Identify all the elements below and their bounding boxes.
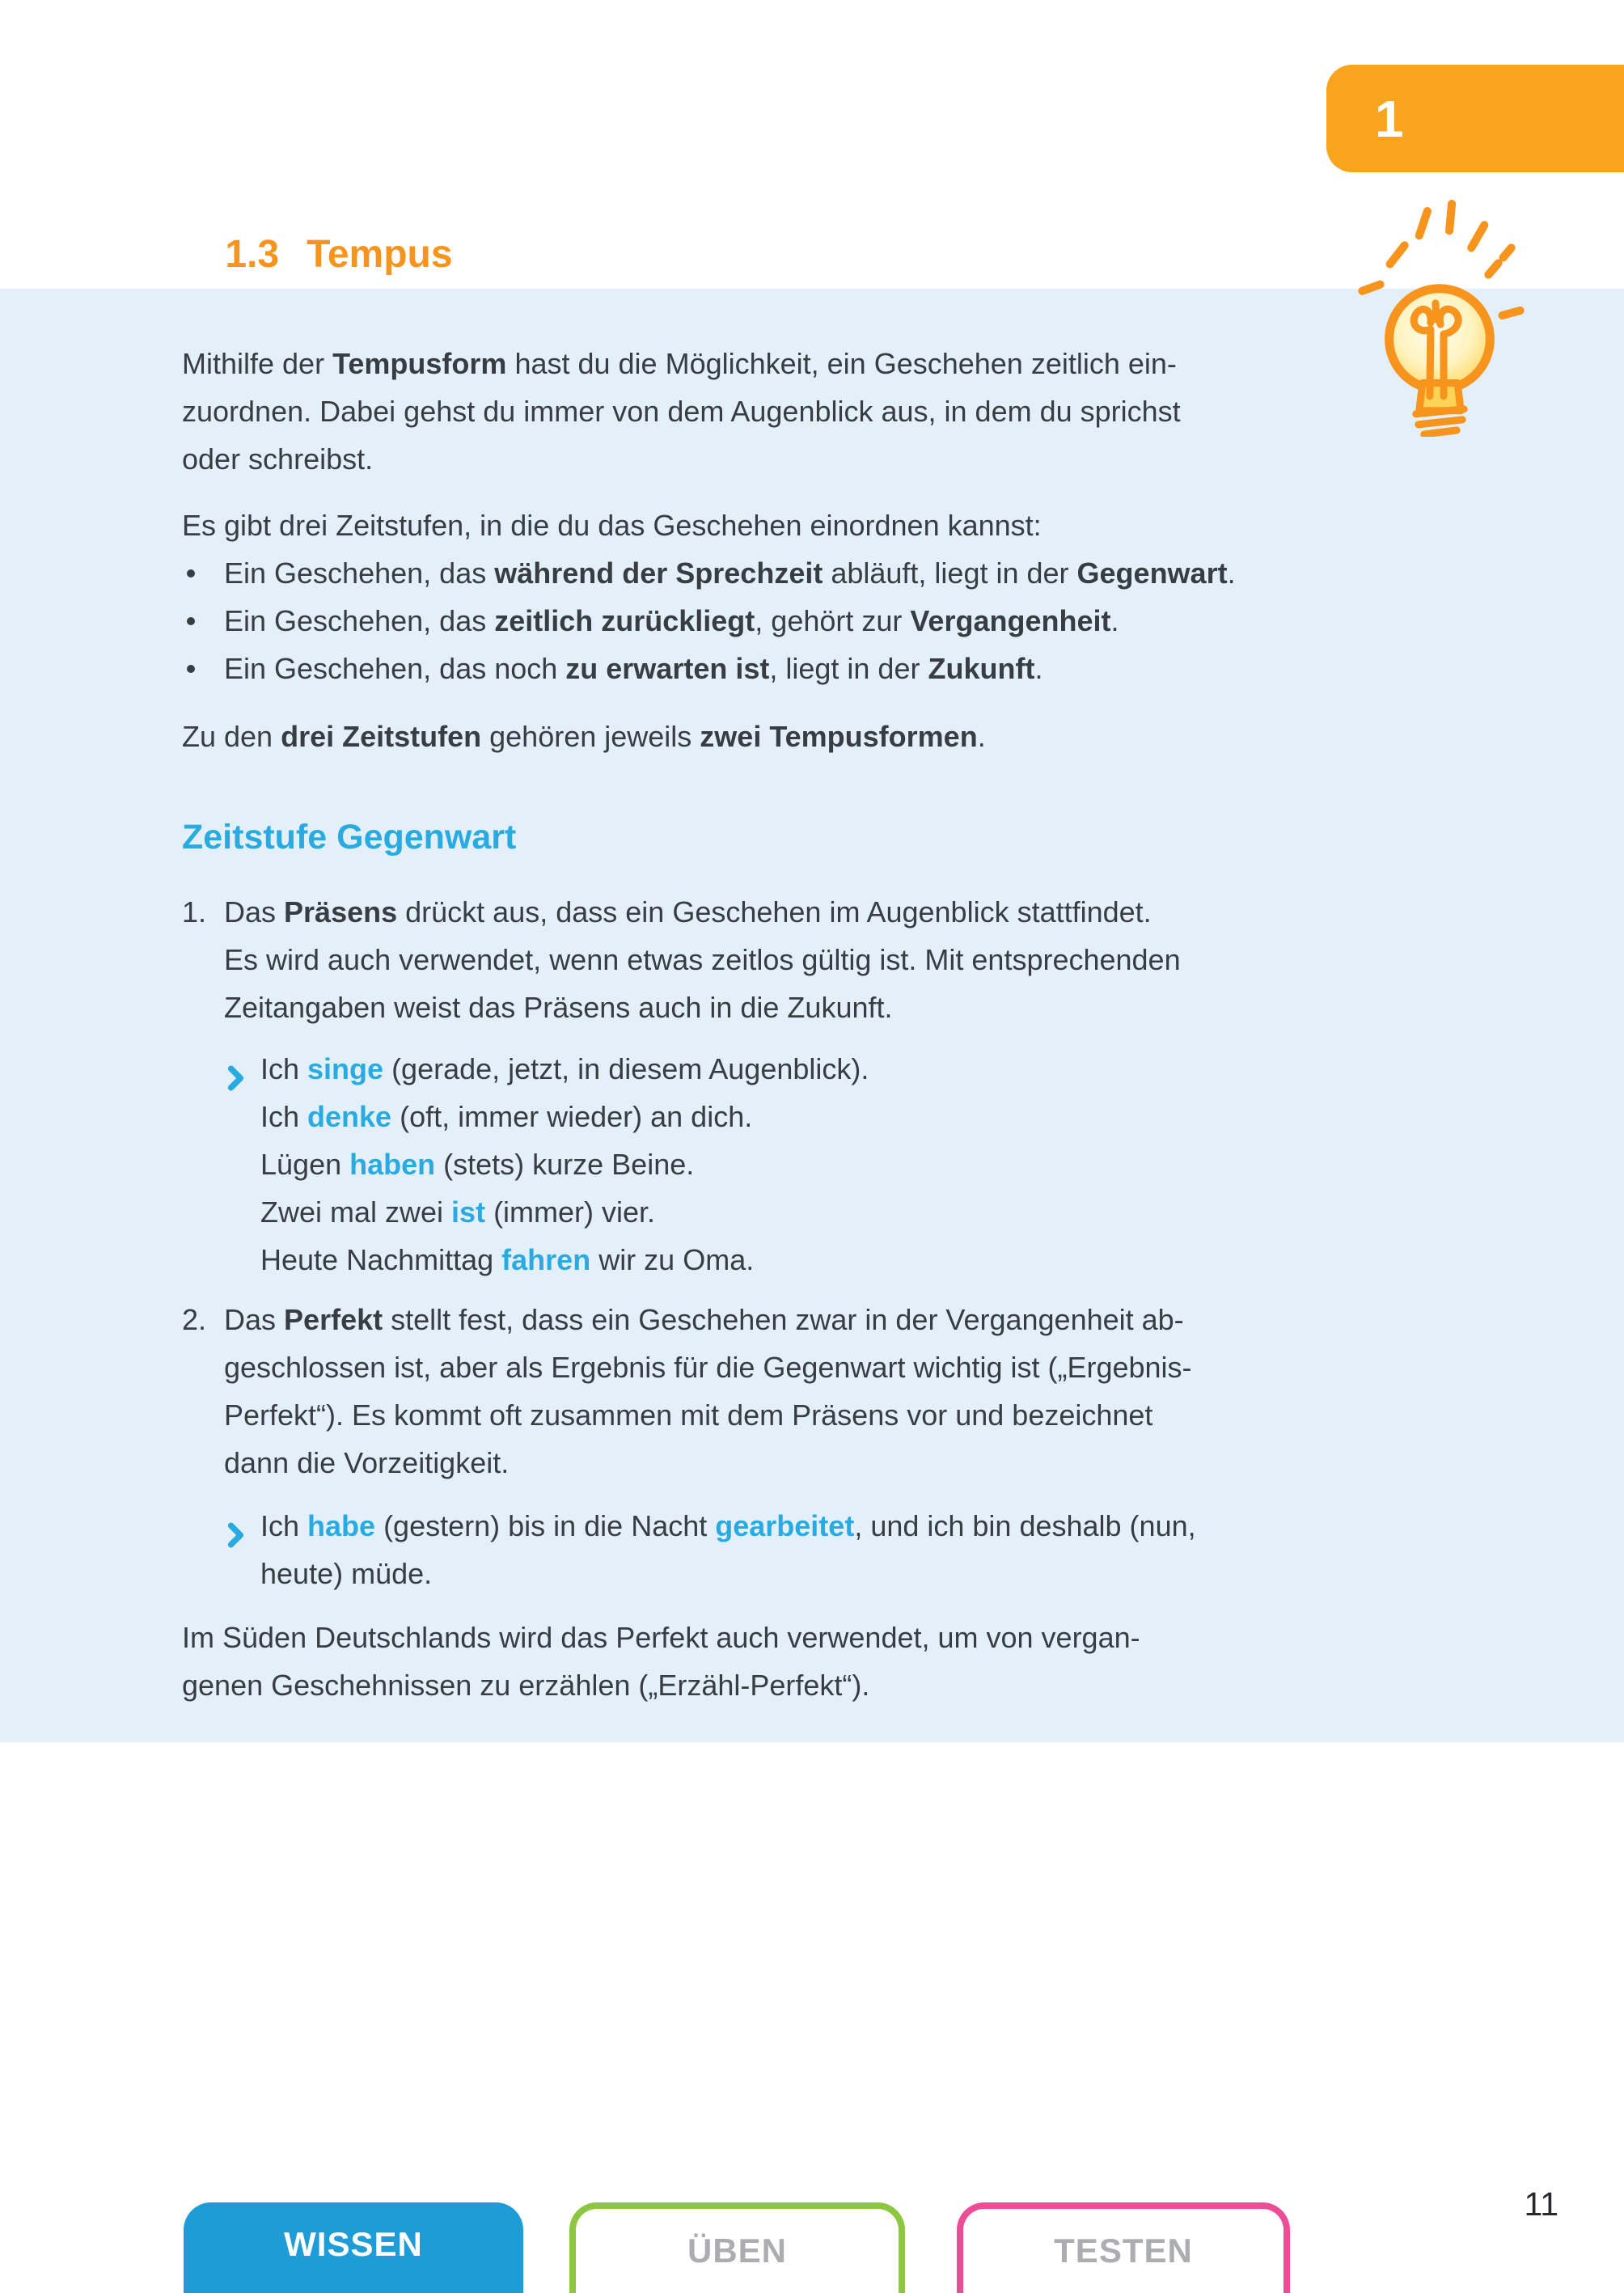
section-number: 1.3	[225, 233, 280, 276]
page-number: 11	[1524, 2185, 1558, 2223]
bullet-dot-icon	[187, 569, 195, 577]
zeitstufen-intro: Es gibt drei Zeitstufen, in die du das Geschehen einordnen kannst:	[182, 509, 1042, 542]
item-text: Das Perfekt stellt fest, dass ein Geschehen zwar in der Vergangenheit ab- geschlossen ist, aber als Ergebnis für die Gegenwart wichtig ist („Ergebnis- Perfekt“). Es kommt oft zusammen mit dem Präsens vor und bezeichnet dann die Vorzeitigkeit.	[224, 1303, 1192, 1479]
chevron-right-icon	[226, 1057, 246, 1105]
example-block-2	[182, 1502, 1444, 1597]
numbered-item-2	[182, 1296, 1444, 1487]
bullet-text: Ein Geschehen, das zeitlich zurückliegt, gehört zur Vergangenheit.	[224, 604, 1119, 637]
closing-paragraph: Im Süden Deutschlands wird das Perfekt auch verwendet, um von vergan- genen Geschehnissen zu erzählen („Erzähl-Perfekt“).	[182, 1621, 1140, 1702]
tab-testen[interactable]	[957, 2202, 1290, 2293]
zeitstufen-block	[182, 501, 1444, 692]
tab-ueben-label: ÜBEN	[687, 2232, 787, 2270]
intro-paragraph: Mithilfe der Tempusform hast du die Möglichkeit, ein Geschehen zeitlich ein- zuordnen. Dabei gehst du immer von dem Augenblick aus, in dem du sprichst oder schreibst.	[182, 347, 1181, 476]
numbered-item-1	[182, 888, 1444, 1031]
bullet-text: Ein Geschehen, das während der Sprechzeit abläuft, liegt in der Gegenwart.	[224, 556, 1236, 590]
example-text: Ich habe (gestern) bis in die Nacht gearbeitet, und ich bin deshalb (nun, heute) müde.	[260, 1509, 1196, 1590]
bullet-item	[182, 597, 1444, 645]
chevron-right-icon	[226, 1514, 246, 1562]
item-number: 2.	[182, 1303, 207, 1336]
bullet-item	[182, 549, 1444, 597]
tab-wissen-label: WISSEN	[284, 2225, 423, 2263]
item-text: Das Präsens drückt aus, dass ein Geschehen im Augenblick stattfindet. Es wird auch verwendet, wenn etwas zeitlos gültig ist. Mit entsprechenden Zeitangaben weist das Präsens auch in die Zukunft.	[224, 895, 1181, 1024]
zeitstufen-summary: Zu den drei Zeitstufen gehören jeweils zwei Tempusformen.	[182, 720, 986, 753]
tab-testen-label: TESTEN	[1054, 2232, 1193, 2270]
example-text: Ich singe (gerade, jetzt, in diesem Augenblick). Ich denke (oft, immer wieder) an dich. Lügen haben (stets) kurze Beine. Zwei mal zwei ist (immer) vier. Heute Nachmittag fahren wir zu Oma.	[260, 1052, 869, 1276]
section-title: Tempus	[307, 233, 453, 276]
item-number: 1.	[182, 895, 207, 929]
bullet-dot-icon	[187, 617, 195, 625]
main-content	[182, 340, 1444, 1709]
tab-wissen[interactable]	[184, 2202, 523, 2293]
tab-ueben[interactable]	[569, 2202, 905, 2293]
chapter-badge	[1326, 65, 1624, 172]
bullet-item	[182, 645, 1444, 692]
example-block-1	[182, 1045, 1444, 1284]
chapter-badge-label: 1	[1375, 89, 1404, 148]
subsection-heading: Zeitstufe Gegenwart	[182, 818, 517, 857]
bullet-dot-icon	[187, 665, 195, 673]
bullet-text: Ein Geschehen, das noch zu erwarten ist, liegt in der Zukunft.	[224, 652, 1043, 685]
